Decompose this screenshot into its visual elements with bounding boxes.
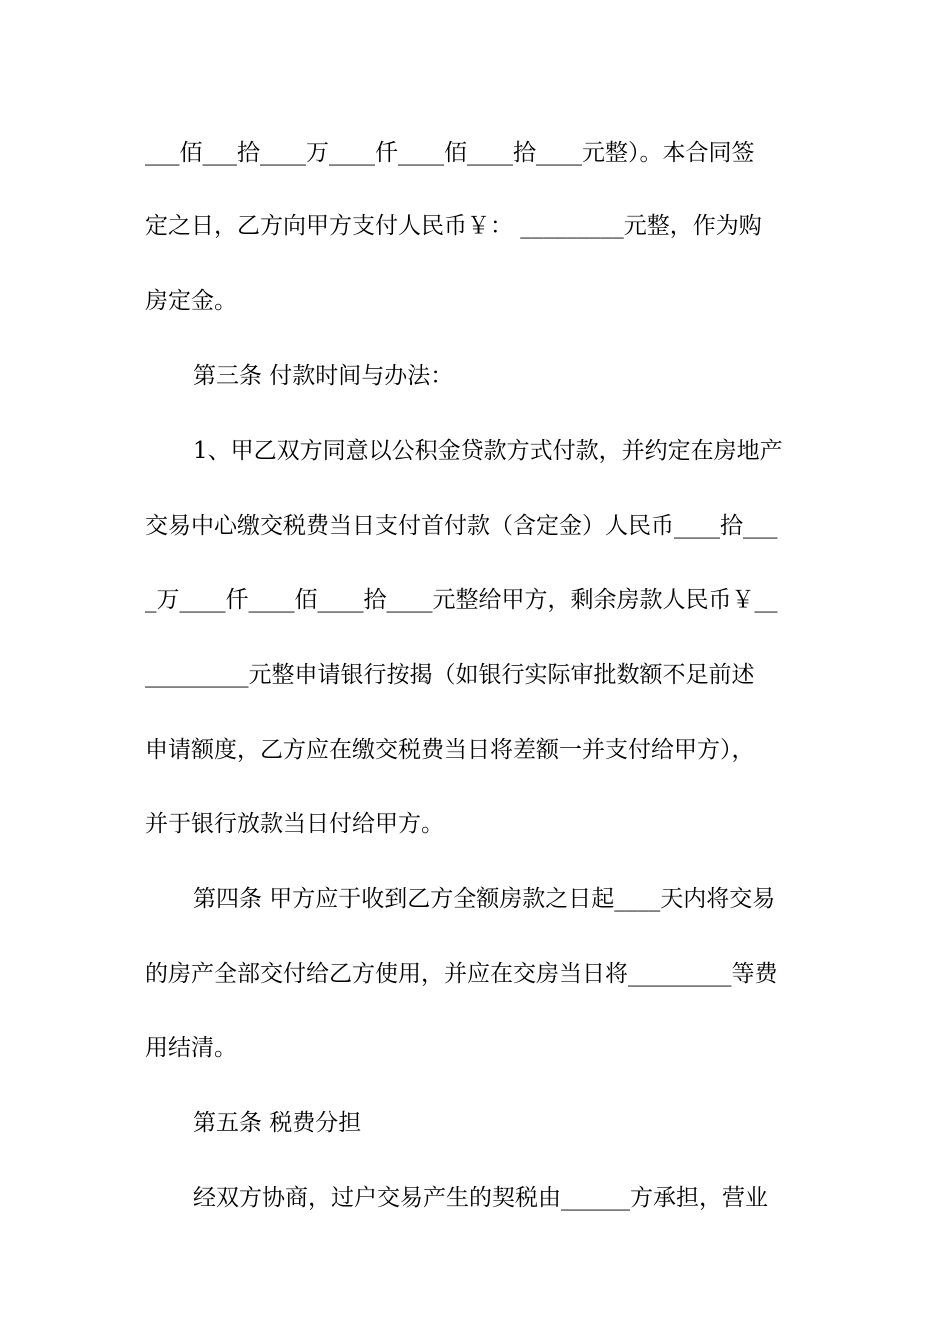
paragraph-line: 用结清。 (145, 1035, 237, 1061)
paragraph-line: _________元整申请银行按揭（如银行实际审批数额不足前述 (145, 662, 755, 688)
paragraph-line: 并于银行放款当日付给甲方。 (145, 811, 444, 837)
section-heading-article-5: 第五条 税费分担 (193, 1110, 362, 1136)
paragraph-line: ___佰___拾____万____仟____佰____拾____元整）。本合同签 (145, 140, 755, 166)
paragraph-line: 经双方协商，过户交易产生的契税由______方承担，营业 (193, 1185, 768, 1211)
paragraph-line: 房定金。 (145, 288, 237, 314)
paragraph-line: 申请额度，乙方应在缴交税费当日将差额一并支付给甲方）， (145, 737, 755, 763)
section-heading-article-3: 第三条 付款时间与办法： (193, 363, 454, 389)
paragraph-line: 1、甲乙双方同意以公积金贷款方式付款，并约定在房地产 (193, 438, 783, 464)
paragraph-line: 定之日，乙方向甲方支付人民币￥： _________元整，作为购 (145, 213, 762, 239)
paragraph-line: 交易中心缴交税费当日支付首付款（含定金）人民币____拾___ (145, 513, 778, 539)
paragraph-line: 的房产全部交付给乙方使用，并应在交房当日将_________等费 (145, 961, 778, 987)
paragraph-line: _万____仟____佰____拾____元整给甲方，剩余房款人民币￥__ (145, 587, 778, 613)
section-heading-article-4: 第四条 甲方应于收到乙方全额房款之日起____天内将交易 (193, 886, 776, 912)
